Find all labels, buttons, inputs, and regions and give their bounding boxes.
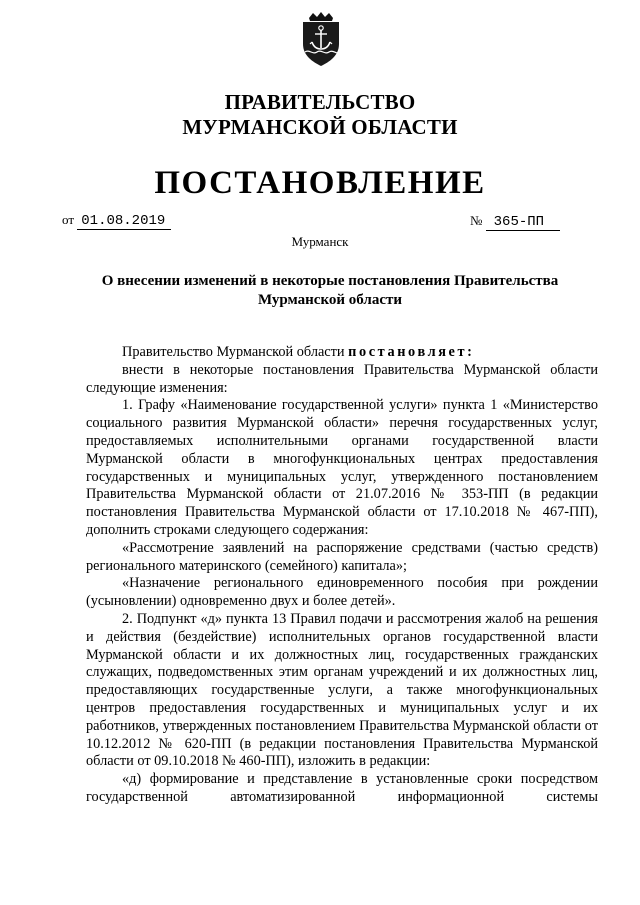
subject-line2: Мурманской области	[257, 292, 403, 308]
intro-verb: постановляет:	[348, 344, 475, 360]
document-number: 365-ПП	[486, 214, 560, 231]
document-body	[86, 344, 598, 807]
paragraph-3: «Рассмотрение заявлений на распоряжение средствами (частью средств) регионального материнского (семейного) капитала»;	[86, 539, 598, 574]
coat-of-arms-icon	[299, 12, 343, 66]
paragraph-4: «Назначение регионального единовременного пособия при рождении (усыновлении) одновременно двух и более детей».	[86, 575, 598, 610]
document-subject	[90, 272, 570, 310]
intro-paragraph	[86, 344, 598, 362]
document-type-title: ПОСТАНОВЛЕНИЕ	[154, 165, 486, 201]
paragraph-5: 2. Подпункт «д» пункта 13 Правил подачи и рассмотрения жалоб на решения и действия (бездействие) исполнительных органов государственной власти Мурманской области и их должностных лиц, государственных гражданских служащих, подведомственных этим органам учреждений и их должностных лиц, предоставляющих государственные услуги, а также многофункциональных центров предоставления государственных и муниципальных услуг и их работников, утвержденных постановлением Правительства Мурманской области от 10.12.2012 № 620-ПП (в редакции постановления Правительства Мурманской области от 09.10.2018 № 460-ПП), изложить в редакции:	[86, 610, 598, 770]
paragraph-2: 1. Графу «Наименование государственной услуги» пункта 1 «Министерство социального развития Мурманской области» перечня государственных услуг, предоставляемых исполнительными органами государственной власти Мурманской области в многофункциональных центрах предоставления государственных и муниципальных услуг, утвержденного постановлением Правительства Мурманской области от 21.07.2016 № 353-ПП (в редакции постановления Правительства Мурманской области от 17.10.2018 № 467-ПП), дополнить строками следующего содержания:	[86, 397, 598, 538]
date-prefix: от	[62, 212, 75, 227]
paragraph-6: «д) формирование и представление в установленные сроки посредством государственной автоматизированной информационной системы	[86, 771, 598, 805]
subject-line1: О внесении изменений в некоторые постановления Правительства	[101, 273, 559, 289]
document-date: 01.08.2019	[77, 213, 171, 230]
paragraph-1: внести в некоторые постановления Правительства Мурманской области следующие изменения:	[86, 361, 598, 396]
date-row	[62, 212, 171, 230]
government-title-line1: ПРАВИТЕЛЬСТВО	[224, 90, 416, 114]
intro-lead: Правительство Мурманской области	[122, 344, 345, 360]
number-row	[470, 213, 560, 231]
government-title-line2: МУРМАНСКОЙ ОБЛАСТИ	[182, 115, 458, 139]
city-name: Мурманск	[291, 234, 349, 249]
number-prefix: №	[470, 213, 483, 228]
